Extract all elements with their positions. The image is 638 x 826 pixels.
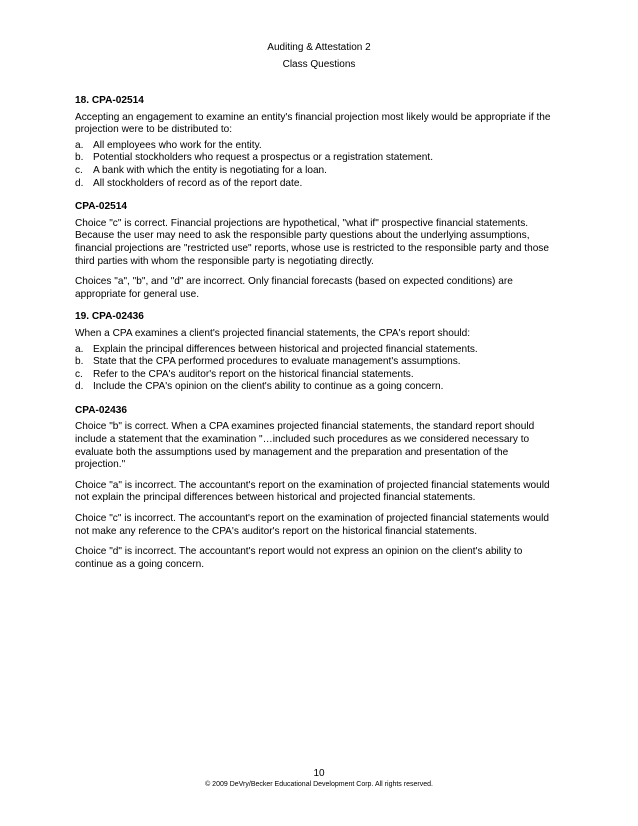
question-heading: 18. CPA-02514 <box>75 95 144 106</box>
choice-a <box>75 140 557 153</box>
choice-letter: a. <box>75 139 84 151</box>
choice-letter: d. <box>75 381 84 393</box>
question-18 <box>75 95 557 190</box>
choice-a <box>75 344 557 357</box>
choice-text: Include the CPA's opinion on the client's ability to continue as a going concern. <box>93 381 444 393</box>
choice-text: A bank with which the entity is negotiating for a loan. <box>93 164 327 176</box>
explanation-paragraph: Choice "d" is incorrect. The accountant's report would not express an opinion on the client's ability to continue as a going concern. <box>75 546 523 570</box>
explanation-paragraph: Choice "b" is correct. When a CPA examines projected financial statements, the standard report should include a statement that the examination "…included such procedures as we considered necessary to evaluate both the assumptions used by management and the preparation and presentation of the projection." <box>75 421 535 471</box>
choice-text: All stockholders of record as of the report date. <box>93 177 303 189</box>
document-title: Auditing & Attestation 2 <box>267 42 371 53</box>
page-footer <box>0 767 638 790</box>
choice-text: Refer to the CPA's auditor's report on the historical financial statements. <box>93 368 414 380</box>
choice-letter: b. <box>75 152 84 164</box>
answer-18 <box>75 201 557 301</box>
document-subtitle: Class Questions <box>282 59 356 70</box>
choice-text: Explain the principal differences between historical and projected financial statements. <box>93 343 478 355</box>
choice-c <box>75 369 557 382</box>
choice-c <box>75 165 557 178</box>
explanation-paragraph: Choice "a" is incorrect. The accountant's report on the examination of projected financial statements would not explain the principal differences between historical and projected financial statements. <box>75 479 550 504</box>
choice-text: All employees who work for the entity. <box>93 139 262 151</box>
choice-b <box>75 356 557 369</box>
choice-letter: a. <box>75 343 84 355</box>
choice-d <box>75 381 557 394</box>
answer-heading: CPA-02514 <box>75 201 127 213</box>
question-heading: 19. CPA-02436 <box>75 311 144 323</box>
answer-heading: CPA-02436 <box>75 404 127 416</box>
page-content <box>75 95 557 581</box>
choice-letter: d. <box>75 177 84 189</box>
choice-letter: c. <box>75 164 83 176</box>
choice-text: Potential stockholders who request a prospectus or a registration statement. <box>93 152 434 164</box>
choice-d <box>75 178 557 191</box>
question-stem: Accepting an engagement to examine an entity's financial projection most likely would be appropriate if the projection were to be distributed to: <box>75 111 551 136</box>
question-19 <box>75 311 557 394</box>
explanation-paragraph: Choice "c" is incorrect. The accountant's report on the examination of projected financial statements would not make any reference to the CPA's auditor's report on the historical financial statements. <box>75 513 550 537</box>
copyright-notice: © 2009 DeVry/Becker Educational Development Corp. All rights reserved. <box>205 781 433 788</box>
answer-19 <box>75 405 557 572</box>
choice-text: State that the CPA performed procedures to evaluate management's assumptions. <box>93 356 461 368</box>
explanation-paragraph: Choice "c" is correct. Financial projections are hypothetical, "what if" prospective financial statements. Because the user may need to ask the responsible party questions about the underlying assumptions, financial projections are "restricted use" reports, whose use is restricted to the responsible party and those third parties with whom the responsible party is negotiating directly. <box>75 217 549 267</box>
choice-letter: b. <box>75 356 84 368</box>
question-stem: When a CPA examines a client's projected financial statements, the CPA's report should: <box>75 327 471 339</box>
page-number: 10 <box>313 768 325 779</box>
page-header <box>0 39 638 73</box>
answer-choices <box>75 140 557 190</box>
explanation-paragraph: Choices "a", "b", and "d" are incorrect. Only financial forecasts (based on expected conditions) are appropriate for general use. <box>75 276 513 300</box>
choice-b <box>75 152 557 165</box>
choice-letter: c. <box>75 368 83 380</box>
answer-choices <box>75 344 557 394</box>
